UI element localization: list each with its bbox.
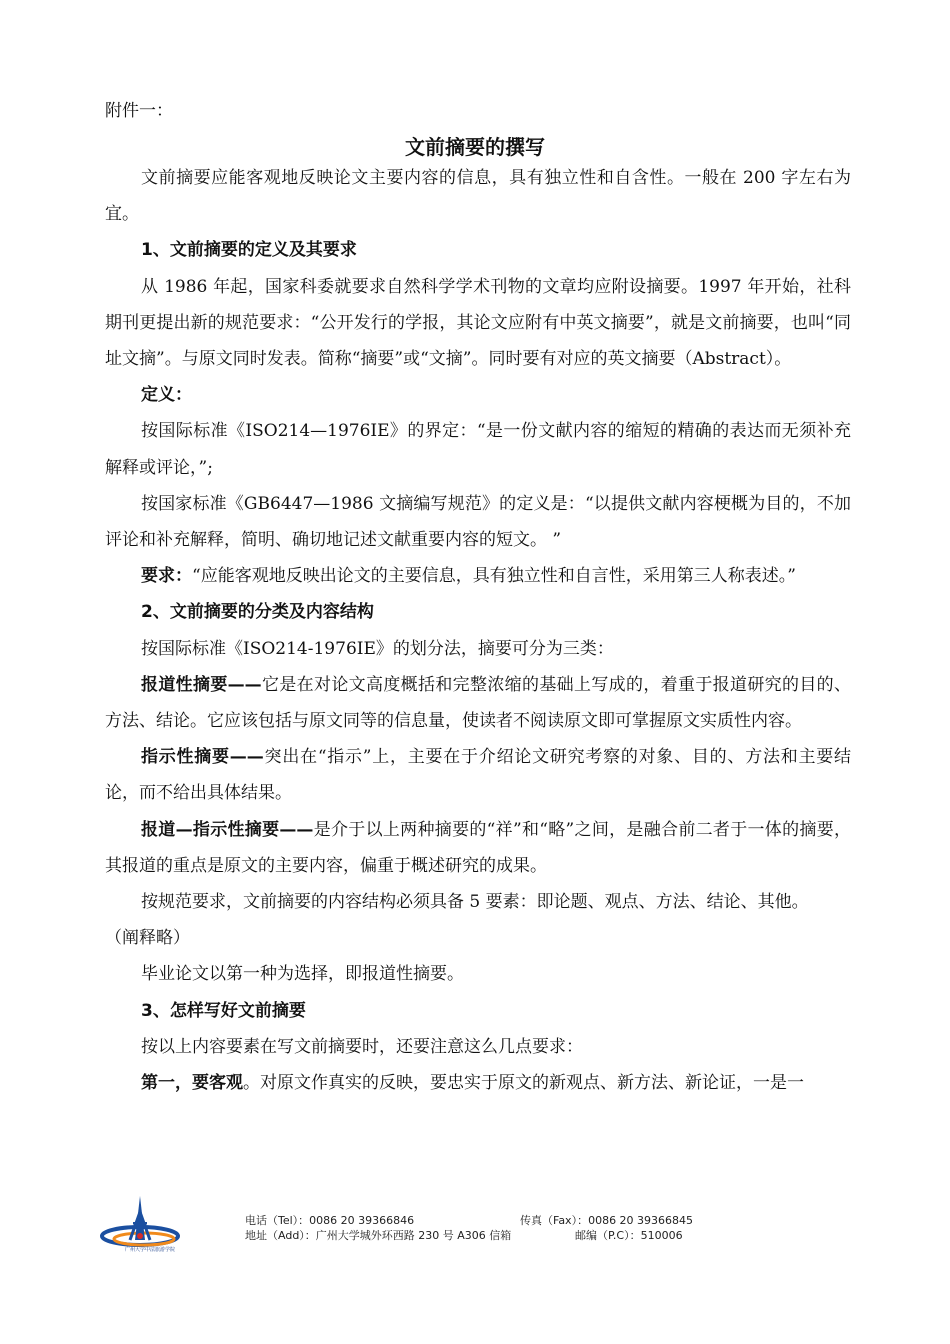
logo-caption: 广州大学中法旅游学院 [124,1247,175,1253]
type-indicative [105,739,851,811]
structure-note: （阐释略） [105,928,190,949]
section3-heading: 3、怎样写好文前摘要 [141,1000,306,1021]
requirement-text: “应能客观地反映出论文的主要信息，具有独立性和自言性，采用第三人称表述。” [192,566,796,587]
thesis-choice-paragraph: 毕业论文以第一种为选择，即报道性摘要。 [141,964,464,985]
footer-phone: 电话（Tel）：0086 20 39366846 [245,1214,415,1227]
intro-paragraph: 文前摘要应能客观地反映论文主要内容的信息，具有独立性和自含性。一般在 200 字左右为宜。 [105,168,851,225]
document-body [105,160,851,1101]
definition-iso: 按国际标准《ISO214—1976IE》的界定：“是一份文献内容的缩短的精确的表达而无须补充解释或评论，”; [105,421,851,478]
type-informative-label: 报道性摘要—— [141,674,262,695]
first-requirement [105,1065,851,1101]
attachment-label: 附件一： [105,101,173,121]
section3-paragraph: 按以上内容要素在写文前摘要时，还要注意这么几点要求： [141,1036,583,1057]
section1-heading: 1、文前摘要的定义及其要求 [141,240,357,261]
definition-label-line [105,377,851,413]
type-mixed-label: 报道—指示性摘要—— [141,819,314,840]
footer-address: 地址（Add）：广州大学城外环西路 230 号 A306 信箱 [245,1229,512,1242]
requirement-paragraph [105,558,851,594]
definition-gb: 按国家标准《GB6447—1986 文摘编写规范》的定义是：“以提供文献内容梗概为目的，不加评论和补充解释，简明、确切地记述文献重要内容的短文。 ” [105,493,851,551]
definition-label: 定义： [141,385,192,406]
type-mixed-text: 是介于以上两种摘要的“祥”和“略”之间，是融合前二者于一体的摘要，其报道的重点是原文的主要内容，偏重于概述研究的成果。 [105,819,852,876]
footer-postcode: 邮编（P.C）：510006 [575,1229,683,1242]
section1-paragraph: 从 1986 年起，国家科委就要求自然科学学术刊物的文章均应附设摘要。1997 年开始，社科期刊更提出新的规范要求：“公开发行的学报，其论文应附有中英文摘要”，就是文前摘要，也叫“同址文摘”。与原文同时发表。简称“摘要”或“文摘”。同时要有对应的英文摘要（Abstract）。 [105,276,851,370]
footer-fax: 传真（Fax）：0086 20 39366845 [520,1214,694,1227]
page-footer [0,1186,950,1266]
type-informative-text: 它是在对论文高度概括和完整浓缩的基础上写成的，着重于报道研究的目的、方法、结论。它应该包括与原文同等的信息量，使读者不阅读原文即可掌握原文实质性内容。 [105,674,852,732]
type-indicative-label: 指示性摘要—— [141,747,264,768]
section2-heading: 2、文前摘要的分类及内容结构 [141,602,374,623]
structure-paragraph: 按规范要求，文前摘要的内容结构必须具备 5 要素：即论题、观点、方法、结论、其他。 [141,892,809,913]
first-requirement-label: 第一，要客观 [141,1073,243,1094]
section2-paragraph: 按国际标准《ISO214-1976IE》的划分法，摘要可分为三类： [141,638,614,659]
type-informative [105,667,851,739]
requirement-label: 要求： [141,566,192,587]
page-title: 文前摘要的撰写 [405,135,545,159]
type-indicative-text: 突出在“指示”上，主要在于介绍论文研究考察的对象、目的、方法和主要结论，而不给出具体结果。 [105,747,851,804]
first-requirement-text: 。对原文作真实的反映，要忠实于原文的新观点、新方法、新论证，一是一 [243,1073,804,1094]
type-mixed [105,812,851,884]
